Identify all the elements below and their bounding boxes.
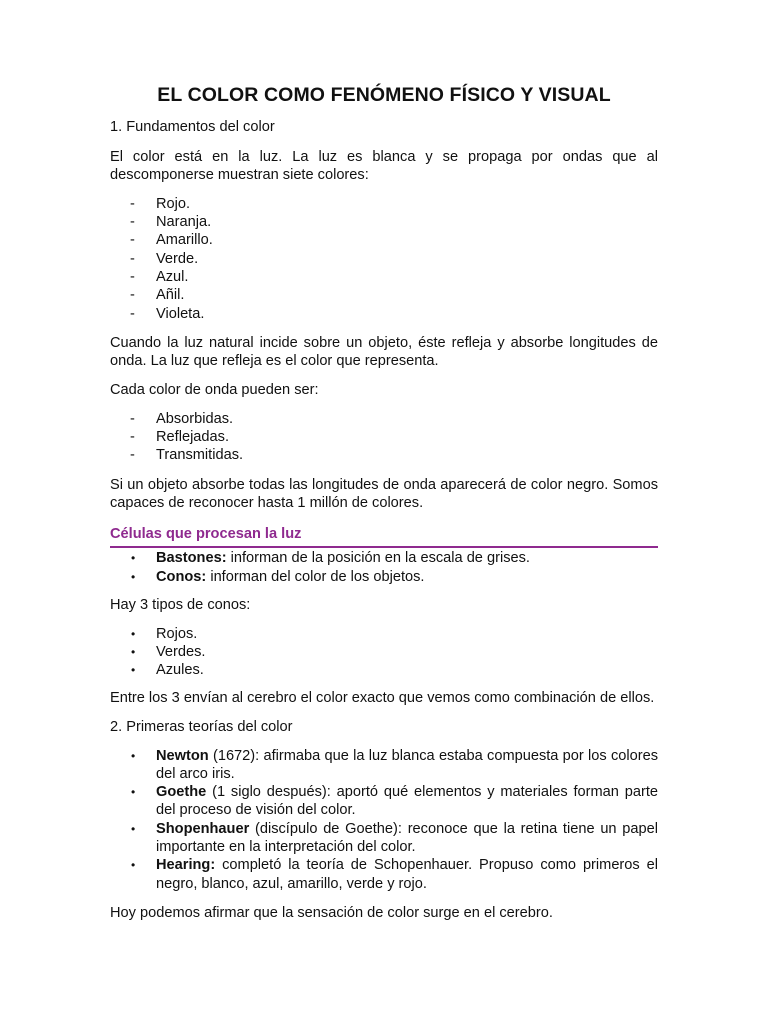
paragraph-onda: Cada color de onda pueden ser: [110,382,319,399]
cone-types-list [110,625,658,680]
section-heading-teorias: 2. Primeras teorías del color [110,718,293,735]
list-item: - Naranja. [130,214,212,231]
list-item: • Rojos. [131,625,198,642]
list-item: • Newton (1672): afirmaba que la luz blanca estaba compuesta por los colores del arco iris. [131,747,658,782]
paragraph-cerebro: Hoy podemos afirmar que la sensación de color surge en el cerebro. [110,904,553,921]
list-item: • Hearing: completó la teoría de Schopenhauer. Propuso como primeros el negro, blanco, azul, amarillo, verde y rojo. [131,857,658,892]
paragraph-incide: Cuando la luz natural incide sobre un objeto, éste refleja y absorbe longitudes de onda. La luz que refleja es el color que representa. [110,334,658,370]
list-item: • Verdes. [131,643,206,660]
paragraph-combinacion: Entre los 3 envían al cerebro el color exacto que vemos como combinación de ellos. [110,690,655,707]
list-item: • Azules. [131,662,204,679]
wave-types-list [110,410,658,465]
section-heading-celulas: Células que procesan la luz [110,525,658,549]
list-item: - Rojo. [130,195,191,212]
list-item: - Transmitidas. [130,447,244,464]
paragraph-negro: Si un objeto absorbe todas las longitudes de onda aparecerá de color negro. Somos capaces de reconocer hasta 1 millón de colores. [110,476,658,512]
list-item: - Violeta. [130,305,205,322]
section-heading-fundamentos: 1. Fundamentos del color [110,119,275,135]
list-item: - Verde. [130,250,199,267]
paragraph-conos: Hay 3 tipos de conos: [110,596,251,613]
document-title: EL COLOR COMO FENÓMENO FÍSICO Y VISUAL [157,84,611,106]
list-item: - Amarillo. [130,232,213,249]
list-item: - Azul. [130,268,189,285]
list-item: • Conos: informan del color de los objetos. [131,568,425,585]
list-item: • Goethe (1 siglo después): aportó qué elementos y materiales forman parte del proceso de visión del color. [131,784,658,819]
list-item: - Reflejadas. [130,428,230,445]
cells-list [110,549,658,586]
list-item: - Absorbidas. [130,410,234,427]
theories-list [110,747,658,893]
list-item: • Shopenhauer (discípulo de Goethe): reconoce que la retina tiene un papel importante en la interpretación del color. [131,820,658,856]
list-item: • Bastones: informan de la posición en la escala de grises. [131,550,530,567]
paragraph-luz: El color está en la luz. La luz es blanca y se propaga por ondas que al descomponerse muestran siete colores: [110,148,658,184]
list-item: - Añil. [130,287,185,304]
document-body [110,118,658,923]
colors-list [110,195,658,323]
